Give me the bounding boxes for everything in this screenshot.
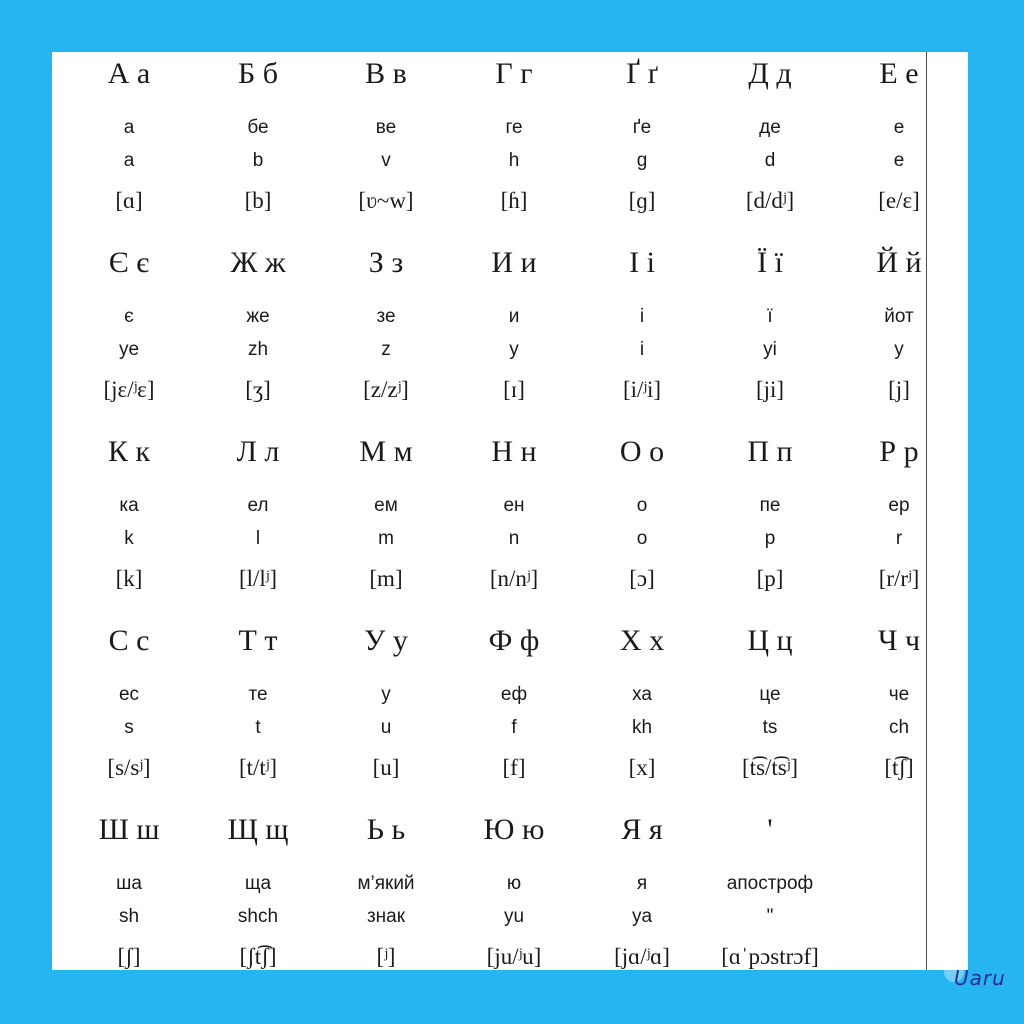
letter-name: ха: [632, 684, 652, 705]
letter-glyph: З з: [368, 246, 404, 279]
letter-latin: ye: [118, 339, 140, 360]
letter-latin: n: [508, 528, 520, 549]
letter-glyph: Г г: [495, 57, 533, 90]
letter-cell: [578, 57, 706, 222]
letter-latin: знак: [366, 906, 406, 927]
letter-ipa: [m]: [369, 566, 403, 591]
letter-ipa: [ɔ]: [629, 566, 655, 591]
letter-name: йот: [884, 306, 914, 327]
letter-glyph: И и: [491, 246, 537, 279]
letter-latin: h: [508, 150, 520, 171]
letter-ipa: [ɪ]: [503, 377, 525, 402]
letter-glyph: Ю ю: [483, 813, 545, 846]
letter-cell: [322, 246, 450, 411]
letter-ipa: [k]: [115, 566, 143, 591]
letter-ipa: [ʲ]: [376, 944, 396, 969]
letter-glyph: Ь ь: [366, 813, 406, 846]
letter-glyph: Е е: [879, 57, 919, 90]
letter-latin: v: [381, 150, 391, 171]
letter-glyph: Р р: [879, 435, 919, 468]
letter-latin: yi: [763, 339, 777, 360]
letter-latin: y: [894, 339, 904, 360]
letter-ipa: [n/nʲ]: [489, 566, 539, 591]
letter-glyph: У у: [364, 624, 408, 657]
letter-glyph: О о: [619, 435, 665, 468]
letter-cell: [194, 435, 322, 600]
letter-cell: [706, 57, 834, 222]
letter-latin: shch: [237, 906, 279, 927]
letter-ipa: [ʃt͡ʃ]: [239, 944, 277, 969]
letter-latin: ya: [631, 906, 653, 927]
letter-cell: [835, 624, 963, 789]
letter-cell: [322, 813, 450, 970]
letter-glyph: В в: [365, 57, 407, 90]
letter-ipa: [ji]: [755, 377, 785, 402]
letter-latin: sh: [118, 906, 140, 927]
letter-cell: [706, 813, 834, 970]
letter-ipa: [ɡ]: [628, 188, 656, 213]
letter-cell: [578, 435, 706, 600]
letter-glyph: М м: [359, 435, 413, 468]
letter-name: ге: [505, 117, 523, 138]
letter-name: ща: [244, 873, 272, 894]
letter-name: те: [248, 684, 268, 705]
letter-name: і: [639, 306, 645, 327]
letter-latin: a: [123, 150, 135, 171]
letter-cell: [194, 813, 322, 970]
letter-name: ел: [247, 495, 269, 516]
letter-ipa: [p]: [756, 566, 784, 591]
letter-latin: z: [381, 339, 391, 360]
letter-cell: [835, 57, 963, 222]
letter-latin: u: [380, 717, 392, 738]
letter-ipa: [ʋ~w]: [358, 188, 414, 213]
letter-name: апостроф: [726, 873, 814, 894]
letter-glyph: Д д: [748, 57, 792, 90]
letter-name: зе: [376, 306, 396, 327]
letter-ipa: [i/ʲi]: [622, 377, 662, 402]
letter-glyph: Й й: [876, 246, 922, 279]
letter-glyph: Ц ц: [747, 624, 793, 657]
letter-ipa: [jɛ/ʲɛ]: [103, 377, 155, 402]
letter-ipa: [ʒ]: [245, 377, 271, 402]
letter-ipa: [u]: [372, 755, 400, 780]
letter-cell: [65, 813, 193, 970]
letter-glyph: Ґ ґ: [626, 57, 658, 90]
letter-name: ша: [116, 873, 142, 894]
letter-glyph: Щ щ: [227, 813, 289, 846]
letter-name: о: [636, 495, 648, 516]
letter-glyph: Т т: [238, 624, 278, 657]
letter-ipa: [d/dʲ]: [745, 188, 795, 213]
letter-name: ї: [767, 306, 773, 327]
letter-latin: zh: [247, 339, 269, 360]
letter-ipa: [jɑ/ʲɑ]: [614, 944, 670, 969]
letter-latin: t: [255, 717, 261, 738]
letter-ipa: [e/ɛ]: [878, 188, 920, 213]
letter-glyph: Л л: [236, 435, 280, 468]
letter-name: че: [888, 684, 910, 705]
letter-name: де: [759, 117, 781, 138]
letter-glyph: І і: [629, 246, 655, 279]
letter-latin: p: [764, 528, 776, 549]
letter-ipa: [ɑ]: [115, 188, 143, 213]
letter-latin: kh: [631, 717, 653, 738]
letter-name: ю: [506, 873, 522, 894]
letter-name: пе: [759, 495, 781, 516]
letter-name: и: [508, 306, 520, 327]
letter-latin: g: [636, 150, 648, 171]
letter-latin: b: [252, 150, 264, 171]
letter-ipa: [j]: [888, 377, 910, 402]
letter-cell: [706, 246, 834, 411]
letter-cell: [194, 624, 322, 789]
letter-glyph: К к: [107, 435, 151, 468]
letter-cell: [450, 435, 578, 600]
letter-glyph: С с: [108, 624, 150, 657]
letter-cell: [706, 435, 834, 600]
letter-name: ен: [503, 495, 525, 516]
letter-name: це: [759, 684, 781, 705]
letter-ipa: [ɦ]: [500, 188, 528, 213]
letter-glyph: А а: [107, 57, 151, 90]
letter-ipa: [t͡s/t͡sʲ]: [742, 755, 798, 780]
letter-cell: [65, 624, 193, 789]
letter-latin: i: [639, 339, 645, 360]
watermark-logo: [950, 962, 1010, 996]
letter-latin: ": [766, 906, 774, 927]
letter-latin: k: [124, 528, 134, 549]
letter-name: є: [124, 306, 134, 327]
letter-cell: [65, 435, 193, 600]
letter-latin: r: [895, 528, 903, 549]
letter-latin: l: [255, 528, 261, 549]
letter-glyph: П п: [747, 435, 793, 468]
letter-glyph: Ш ш: [98, 813, 160, 846]
letter-latin: s: [124, 717, 134, 738]
letter-glyph: Ї ї: [757, 246, 783, 279]
letter-cell: [194, 57, 322, 222]
letter-latin: f: [511, 717, 517, 738]
letter-cell: [450, 813, 578, 970]
letter-latin: ts: [762, 717, 778, 738]
letter-glyph: Х х: [619, 624, 665, 657]
letter-name: ер: [888, 495, 910, 516]
letter-cell: [578, 813, 706, 970]
letter-latin: m: [378, 528, 394, 549]
letter-cell: [578, 246, 706, 411]
letter-ipa: [ju/ʲu]: [486, 944, 542, 969]
letter-cell: [706, 624, 834, 789]
letter-glyph: Я я: [621, 813, 663, 846]
letter-latin: o: [636, 528, 648, 549]
letter-latin: yu: [503, 906, 525, 927]
letter-ipa: [t/tʲ]: [238, 755, 278, 780]
letter-ipa: [x]: [628, 755, 656, 780]
letter-name: ес: [118, 684, 140, 705]
letter-name: ве: [375, 117, 397, 138]
letter-glyph: Ф ф: [488, 624, 540, 657]
letter-ipa: [l/lʲ]: [238, 566, 278, 591]
letter-cell: [835, 435, 963, 600]
letter-glyph: Ч ч: [877, 624, 921, 657]
letter-cell: [578, 624, 706, 789]
letter-name: ґе: [632, 117, 652, 138]
letter-glyph: Ж ж: [230, 246, 286, 279]
letter-cell: [322, 624, 450, 789]
letter-latin: y: [509, 339, 519, 360]
letter-name: м’який: [357, 873, 415, 894]
letter-ipa: [ɑˈpɔstrɔf]: [721, 944, 819, 969]
letter-ipa: [r/rʲ]: [878, 566, 920, 591]
letter-name: е: [893, 117, 905, 138]
letter-ipa: [f]: [502, 755, 526, 780]
letter-cell: [65, 246, 193, 411]
right-border-line: [926, 52, 927, 970]
letter-ipa: [b]: [244, 188, 272, 213]
letter-cell: [194, 246, 322, 411]
letter-cell: [450, 246, 578, 411]
letter-cell: [450, 57, 578, 222]
letter-latin: d: [764, 150, 776, 171]
watermark-text: Uaru: [954, 966, 1006, 990]
letter-ipa: [t͡ʃ]: [884, 755, 914, 780]
alphabet-sheet: [52, 52, 968, 970]
letter-name: бе: [247, 117, 269, 138]
letter-cell: [450, 624, 578, 789]
letter-glyph: Є є: [108, 246, 150, 279]
letter-glyph: Б б: [238, 57, 278, 90]
letter-glyph: ': [767, 813, 773, 846]
letter-glyph: Н н: [491, 435, 537, 468]
letter-latin: e: [893, 150, 905, 171]
letter-latin: ch: [888, 717, 910, 738]
letter-name: еф: [500, 684, 528, 705]
letter-name: ем: [374, 495, 398, 516]
letter-ipa: [z/zʲ]: [363, 377, 409, 402]
letter-name: я: [636, 873, 648, 894]
letter-name: ка: [119, 495, 139, 516]
letter-cell: [835, 246, 963, 411]
letter-cell: [65, 57, 193, 222]
letter-cell: [322, 435, 450, 600]
letter-name: а: [123, 117, 135, 138]
letter-cell: [322, 57, 450, 222]
letter-ipa: [s/sʲ]: [107, 755, 151, 780]
letter-name: у: [381, 684, 391, 705]
letter-name: же: [246, 306, 270, 327]
letter-ipa: [ʃ]: [117, 944, 141, 969]
